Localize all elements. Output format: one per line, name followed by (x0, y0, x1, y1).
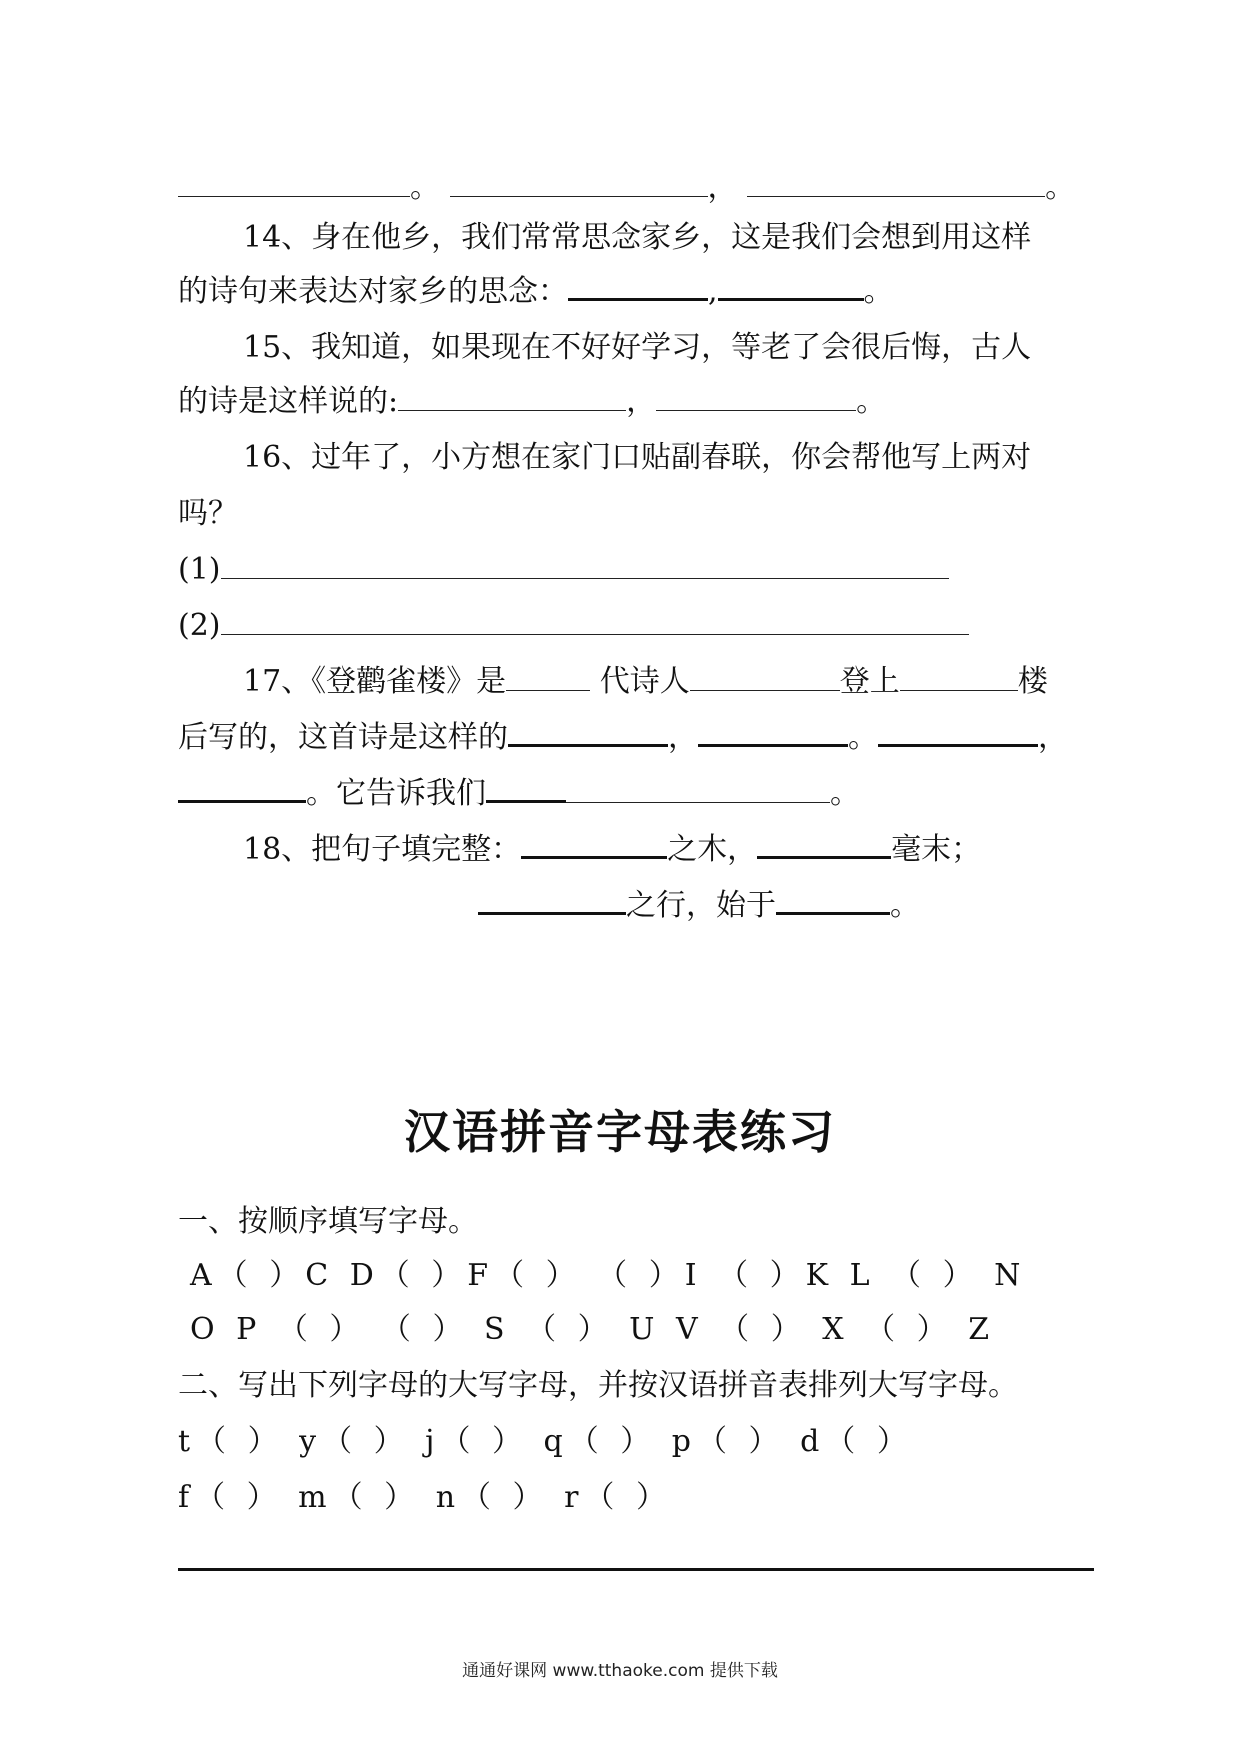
q18-text: 之行，始于 (626, 888, 776, 923)
part2-row1: t（ ） y（ ） j（ ） q（ ） p（ ） d（ ） (178, 1424, 913, 1459)
page-footer: 通通好课网 www.tthaoke.com 提供下载 (462, 1661, 778, 1681)
blank[interactable] (178, 170, 410, 197)
q18-text: 之木， (667, 832, 758, 867)
punct: ， (668, 720, 698, 755)
punct: 。 (1045, 170, 1076, 205)
punct: , (708, 274, 718, 309)
blank[interactable] (221, 608, 969, 635)
blank[interactable] (450, 170, 708, 197)
q18-line1 (243, 830, 981, 870)
punct: 。 (890, 888, 920, 923)
bottom-rule (178, 1568, 1094, 1571)
blank[interactable] (178, 774, 306, 803)
punct: 。 (856, 384, 887, 419)
q18-text: 毫末； (891, 832, 982, 867)
q15-line1: 15、我知道，如果现在不好好学习，等老了会很后悔，古人 (243, 330, 1032, 365)
blank[interactable] (521, 830, 667, 859)
blank[interactable] (486, 774, 566, 803)
part1-row1: A（ ）C D（ ）F（ ） （ ）I （ ）K L （ ） N (190, 1258, 1027, 1293)
q17-text: 。它告诉我们 (306, 776, 486, 811)
blank[interactable] (747, 170, 1045, 197)
q18-text: 18、把句子填完整： (243, 832, 522, 867)
q17-line1 (243, 662, 1048, 702)
blank[interactable] (656, 384, 856, 411)
q17-text: 后写的，这首诗是这样的 (178, 720, 508, 755)
q17-text: 代诗人 (590, 664, 690, 699)
part1-row2: O P （ ） （ ） S （ ） U V （ ） X （ ） Z (190, 1312, 996, 1347)
punct: ， (626, 384, 657, 419)
part2-heading: 二、写出下列字母的大写字母，并按汉语拼音表排列大写字母。 (178, 1368, 1018, 1403)
q15-line2 (178, 382, 886, 422)
q17-line3 (178, 774, 860, 814)
blank[interactable] (506, 664, 590, 691)
blank[interactable] (566, 776, 830, 803)
blank[interactable] (698, 718, 848, 747)
punct: 。 (410, 170, 440, 205)
q16-line1: 16、过年了，小方想在家门口贴副春联，你会帮他写上两对 (243, 440, 1032, 475)
part1-heading: 一、按顺序填写字母。 (178, 1204, 478, 1239)
q16-item2 (178, 606, 969, 646)
punct: 。 (830, 776, 860, 811)
blank[interactable] (568, 272, 708, 301)
punct: ， (707, 170, 738, 205)
blank[interactable] (878, 718, 1038, 747)
blank[interactable] (757, 830, 891, 859)
item-label: (1) (178, 552, 221, 587)
blank[interactable] (508, 718, 668, 747)
blank[interactable] (398, 384, 626, 411)
item-label: (2) (178, 608, 221, 643)
punct: 。 (863, 274, 894, 309)
q18-line2 (478, 886, 920, 926)
blank[interactable] (221, 552, 949, 579)
q14-line1: 14、身在他乡，我们常常思念家乡，这是我们会想到用这样 (243, 220, 1032, 255)
blank[interactable] (900, 664, 1018, 691)
section-title: 汉语拼音字母表练习 (404, 1105, 836, 1159)
q15-text: 的诗是这样说的: (178, 384, 399, 419)
q14-line2 (178, 272, 894, 312)
part2-row2: f（ ） m（ ） n（ ） r（ ） (178, 1480, 672, 1515)
blank[interactable] (776, 886, 890, 915)
q17-text: 楼 (1017, 664, 1048, 699)
punct: 。 (848, 720, 878, 755)
top-fill-line (178, 168, 1075, 208)
q14-text: 的诗句来表达对家乡的思念： (178, 274, 568, 309)
q17-text: 登上 (839, 664, 900, 699)
q17-text: 17、《登鹳雀楼》是 (243, 664, 507, 699)
blank[interactable] (718, 272, 864, 301)
q16-line2: 吗？ (178, 496, 238, 531)
punct: ， (1038, 720, 1068, 755)
q17-line2 (178, 718, 1068, 758)
blank[interactable] (478, 886, 626, 915)
blank[interactable] (690, 664, 840, 691)
q16-item1 (178, 550, 949, 590)
